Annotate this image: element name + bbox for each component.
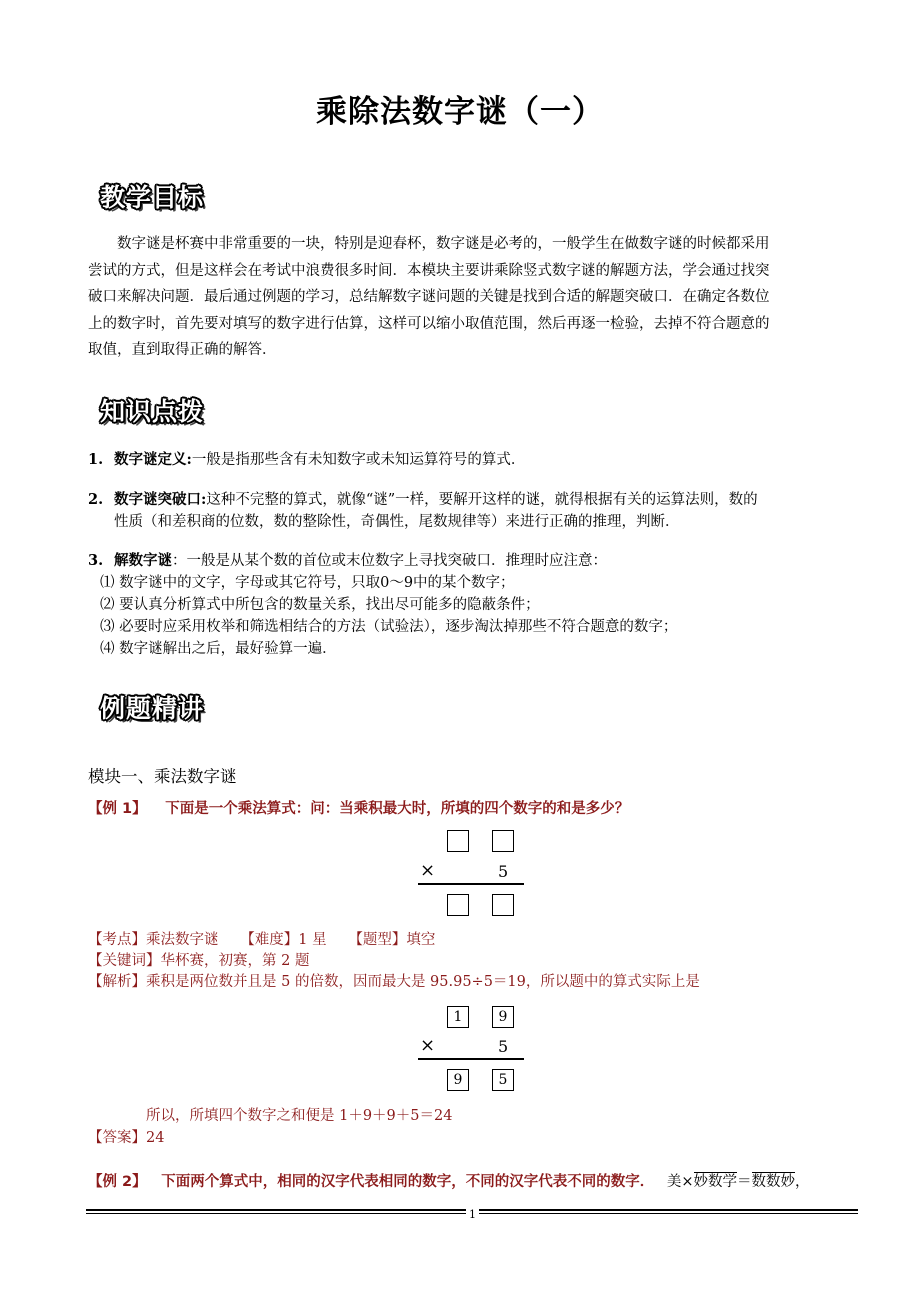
equation-overlined-term: 数数妙 <box>751 1174 796 1190</box>
blank-digit-box <box>447 830 469 852</box>
intro-paragraph <box>88 231 858 364</box>
digit-box: 9 <box>492 1006 514 1028</box>
example-question: 下面是一个乘法算式：问：当乘积最大时，所填的四个数字的和是多少？ <box>165 801 630 817</box>
subpoint-list <box>100 572 677 660</box>
example-1-keywords: 【关键词】华杯赛，初赛，第 2 题 <box>88 953 310 969</box>
point-text-continued: 性质（和差积商的位数，数的整除性，奇偶性，尾数规律等）来进行正确的推理，判断． <box>114 514 680 530</box>
blank-digit-box <box>492 830 514 852</box>
point-number: 3. <box>88 552 104 569</box>
point-text: 这种不完整的算式，就像“谜”一样，要解开这样的谜，就得根据有关的运算法则，数的 <box>206 492 758 508</box>
multiplier-digit: 5 <box>498 1037 509 1056</box>
example-1-meta: 【考点】乘法数字谜 【难度】1 星 【题型】填空 <box>88 932 436 948</box>
intro-line: 数字谜是杯赛中非常重要的一块，特别是迎春杯，数字谜是必考的，一般学生在做数字谜的时候都采用 <box>117 236 770 252</box>
subpoint: ⑵ 要认真分析算式中所包含的数量关系，找出尽可能多的隐蔽条件； <box>100 597 540 613</box>
example-question: 下面两个算式中，相同的汉字代表相同的数字，不同的汉字代表不同的数字． <box>161 1174 655 1190</box>
equation-equals: ＝ <box>737 1174 752 1190</box>
point-number: 2. <box>88 491 104 508</box>
blank-digit-box <box>447 894 469 916</box>
intro-line: 尝试的方式，但是这样会在考试中浪费很多时间．本模块主要讲乘除竖式数字谜的解题方法，学会通过找突 <box>88 262 770 279</box>
point-text: ：一般是从某个数的首位或末位数字上寻找突破口．推理时应注意： <box>172 553 607 569</box>
intro-line: 上的数字时，首先要对填写的数字进行估算，这样可以缩小取值范围，然后再逐一检验，去掉不符合题意的 <box>88 315 770 332</box>
times-sign: × <box>420 860 436 881</box>
page-title: 乘除法数字谜（一） <box>316 94 604 130</box>
point-label: 解数字谜 <box>114 552 172 569</box>
example-tag: 【例 2】 <box>88 1174 147 1190</box>
equation-left: 美× <box>666 1174 694 1190</box>
example-1-conclusion: 所以，所填四个数字之和便是 1＋9＋9＋5＝24 <box>146 1108 453 1124</box>
subpoint: ⑴ 数字谜中的文字，字母或其它符号，只取0～9中的某个数字； <box>100 575 515 591</box>
section-heading-examples: 例题精讲 <box>100 694 205 723</box>
example-1-question <box>88 798 629 820</box>
product-rule <box>418 1058 524 1060</box>
intro-line: 取值，直到取得正确的解答． <box>88 342 277 358</box>
example-1-analysis: 【解析】乘积是两位数并且是 5 的倍数，因而最大是 95.95÷5＝19，所以题中的算式实际上是 <box>88 974 700 990</box>
equation-overlined-term: 妙数学 <box>693 1174 738 1190</box>
module-heading: 模块一、乘法数字谜 <box>88 767 237 786</box>
times-sign: × <box>420 1035 436 1056</box>
multiplier-digit: 5 <box>498 862 509 881</box>
point-label: 数字谜突破口: <box>114 491 207 508</box>
example-tag: 【例 1】 <box>88 801 147 817</box>
section-heading-goals: 教学目标 <box>100 183 205 212</box>
page-number: 1 <box>466 1209 479 1221</box>
product-rule <box>418 883 524 885</box>
point-label: 数字谜定义: <box>114 451 192 468</box>
point-number: 1. <box>88 451 104 468</box>
subpoint: ⑷ 数字谜解出之后，最好验算一遍． <box>100 641 337 657</box>
knowledge-point-1 <box>88 449 858 471</box>
knowledge-point-2 <box>88 489 858 533</box>
knowledge-point-3 <box>88 550 858 572</box>
digit-box: 1 <box>447 1006 469 1028</box>
digit-box: 5 <box>492 1069 514 1091</box>
example-1-answer: 【答案】24 <box>88 1130 165 1146</box>
equation-tail: ， <box>795 1174 810 1190</box>
digit-box: 9 <box>447 1069 469 1091</box>
blank-digit-box <box>492 894 514 916</box>
point-text: 一般是指那些含有未知数字或未知运算符号的算式． <box>191 452 526 468</box>
subpoint: ⑶ 必要时应采用枚举和筛选相结合的方法（试验法），逐步淘汰掉那些不符合题意的数字； <box>100 619 678 635</box>
section-heading-knowledge: 知识点拨 <box>100 397 205 426</box>
example-2-question <box>88 1171 810 1193</box>
intro-line: 破口来解决问题．最后通过例题的学习，总结解数字谜问题的关键是找到合适的解题突破口．在确定各数位 <box>88 289 770 305</box>
